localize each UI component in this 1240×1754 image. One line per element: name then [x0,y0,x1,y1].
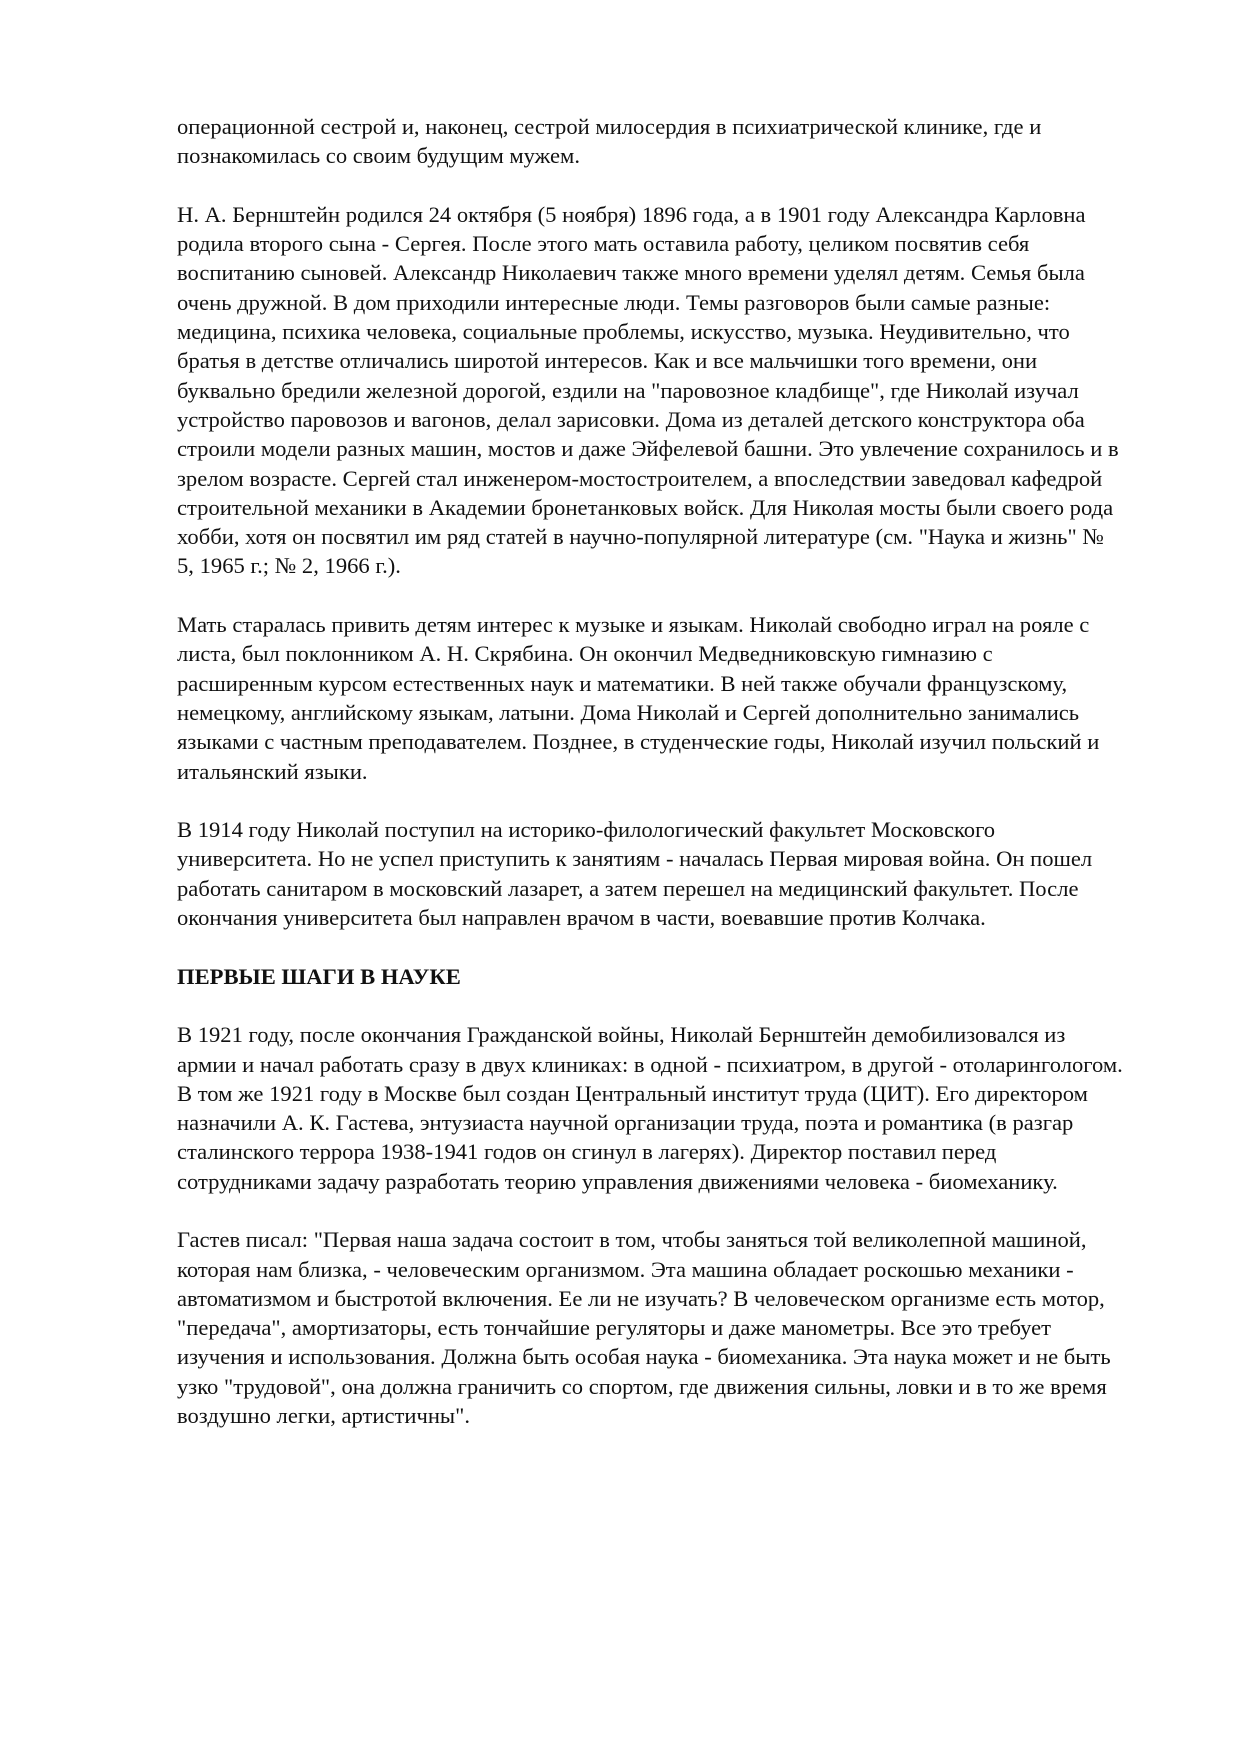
paragraph-birth-and-family: Н. А. Бернштейн родился 24 октября (5 ноября) 1896 года, а в 1901 году Александра Карловна родила второго сына - Сергея. После этого мать оставила работу, целиком посвятив себя воспитанию сыновей. Александр Николаевич также много времени уделял детям. Семья была очень дружной. В дом приходили интересные люди. Темы разговоров были самые разные: медицина, психика человека, социальные проблемы, искусство, музыка. Неудивительно, что братья в детстве отличались широтой интересов. Как и все мальчишки того времени, они буквально бредили железной дорогой, ездили на "паровозное кладбище", где Николай изучал устройство паровозов и вагонов, делал зарисовки. Дома из деталей детского конструктора оба строили модели разных машин, мостов и даже Эйфелевой башни. Это увлечение сохранилось и в зрелом возрасте. Сергей стал инженером-мостостроителем, а впоследствии заведовал кафедрой строительной механики в Академии бронетанковых войск. Для Николая мосты были своего рода хобби, хотя он посвятил им ряд статей в научно-популярной литературе (см. "Наука и жизнь" № 5, 1965 г.; № 2, 1966 г.). [177,201,1119,579]
paragraph-central-labor-institute: В 1921 году, после окончания Гражданской войны, Николай Бернштейн демобилизовался из армии и начал работать сразу в двух клиниках: в одной - психиатром, в другой - отоларингологом. В том же 1921 году в Москве был создан Центральный институт труда (ЦИТ). Его директором назначили А. К. Гастева, энтузиаста научной организации труда, поэта и романтика (в разгар сталинского террора 1938-1941 годов он сгинул в лагерях). Директор поставил перед сотрудниками задачу разработать теорию управления движениями человека - биомеханику. [177,1022,1123,1194]
document-body [177,112,1123,1460]
section-heading: ПЕРВЫЕ ШАГИ В НАУКЕ [177,963,461,989]
paragraph-gastev-quote: Гастев писал: "Первая наша задача состоит в том, чтобы заняться той великолепной машиной, которая нам близка, - человеческим организмом. Эта машина обладает роскошью механики - автоматизмом и быстротой включения. Ее ли не изучать? В человеческом организме есть мотор, "передача", амортизаторы, есть тончайшие регуляторы и даже манометры. Все это требует изучения и использования. Должна быть особая наука - биомеханика. Эта наука может и не быть узко "трудовой", она должна граничить со спортом, где движения сильны, ловки и в то же время воздушно легки, артистичны". [177,1227,1111,1429]
paragraph-intro-continuation: операционной сестрой и, наконец, сестрой милосердия в психиатрической клинике, где и познакомилась со своим будущим мужем. [177,114,1042,169]
paragraph-education: Мать старалась привить детям интерес к музыке и языкам. Николай свободно играл на рояле с листа, был поклонником А. Н. Скрябина. Он окончил Медведниковскую гимназию с расширенным курсом естественных наук и математики. В ней также обучали французскому, немецкому, английскому языкам, латыни. Дома Николай и Сергей дополнительно занимались языками с частным преподавателем. Позднее, в студенческие годы, Николай изучил польский и итальянский языки. [177,612,1100,784]
paragraph-university-and-war: В 1914 году Николай поступил на историко-филологический факультет Московского университета. Но не успел приступить к занятиям - началась Первая мировая война. Он пошел работать санитаром в московский лазарет, а затем перешел на медицинский факультет. После окончания университета был направлен врачом в части, воевавшие против Колчака. [177,817,1093,931]
